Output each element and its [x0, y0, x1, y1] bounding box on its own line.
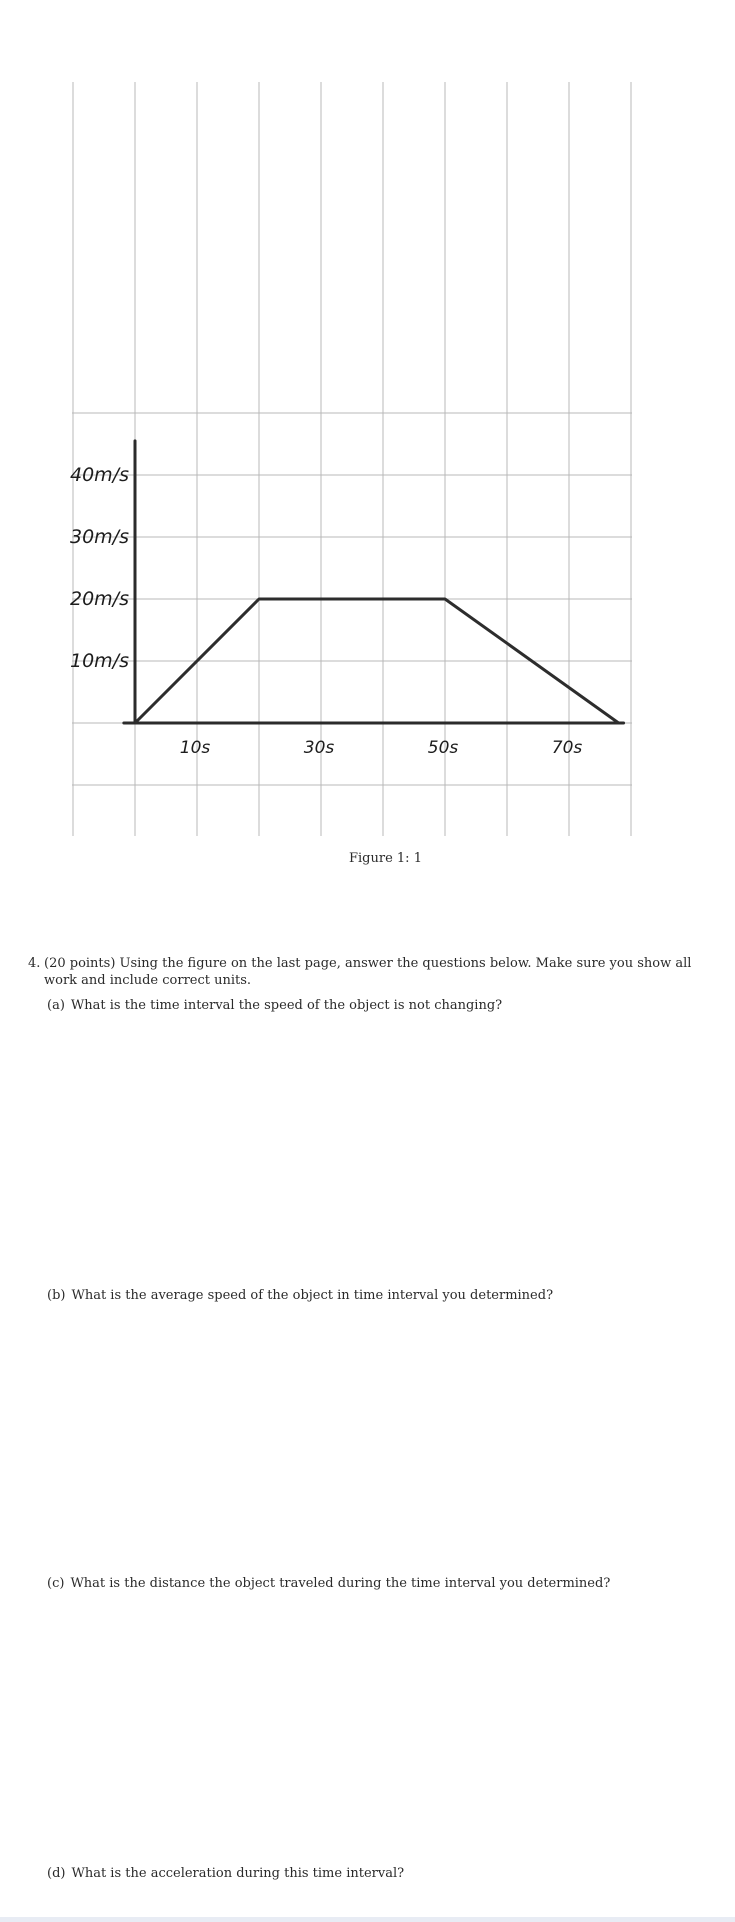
x-tick-label: 50s	[427, 738, 459, 758]
x-tick-label: 10s	[179, 738, 211, 758]
y-tick-label: 30m/s	[70, 526, 129, 548]
x-tick-labels	[180, 738, 583, 758]
part-d-label: (d)	[47, 1866, 66, 1881]
graph-axes	[124, 441, 624, 723]
y-tick-labels	[70, 464, 129, 672]
part-c-text: What is the distance the object traveled during the time interval you determined?	[70, 1576, 611, 1591]
part-c	[47, 1575, 610, 1592]
part-b-text: What is the average speed of the object in time interval you determined?	[71, 1288, 554, 1303]
part-b	[47, 1287, 553, 1304]
y-tick-label: 20m/s	[70, 588, 129, 610]
part-c-label: (c)	[47, 1576, 65, 1591]
question-prompt: (20 points) Using the figure on the last page, answer the questions below. Make sure you show all work and include correct units.	[44, 956, 692, 988]
question-4	[28, 955, 718, 989]
part-d-text: What is the acceleration during this time interval?	[71, 1866, 405, 1881]
part-a-label: (a)	[47, 998, 65, 1013]
figure-caption: Figure 1: 1	[349, 851, 422, 866]
part-a	[47, 997, 502, 1014]
x-tick-label: 30s	[303, 738, 335, 758]
y-tick-label: 10m/s	[70, 650, 129, 672]
x-tick-label: 70s	[551, 738, 583, 758]
part-d	[47, 1865, 404, 1882]
part-a-text: What is the time interval the speed of the object is not changing?	[70, 998, 503, 1013]
part-b-label: (b)	[47, 1288, 66, 1303]
question-number: 4.	[28, 956, 41, 971]
y-tick-label: 40m/s	[70, 464, 129, 486]
page-bottom-edge	[0, 1917, 735, 1922]
speed-time-graph	[0, 0, 735, 840]
